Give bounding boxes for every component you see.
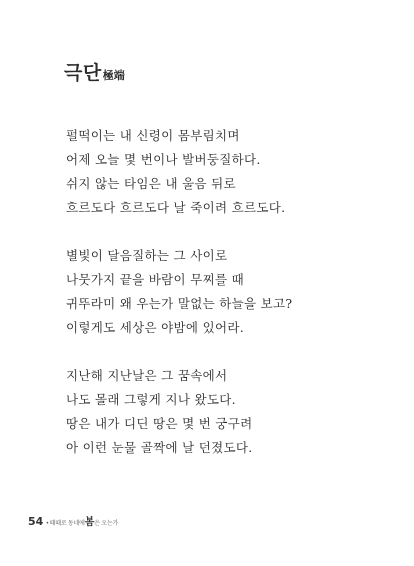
poem-line: 이렇게도 세상은 야밤에 있어라. [66,320,244,335]
poem-line: 별빛이 달음질하는 그 사이로 [66,248,228,263]
poem-line: 나뭇가지 끝을 바람이 무찌를 때 [66,272,244,287]
page-footer [28,513,118,528]
poem-line: 쉬지 않는 타임은 내 울음 뒤로 [66,176,236,191]
poem-title [64,58,125,85]
stanza-2 [66,244,366,340]
poem-title-text: 극단 [64,62,102,84]
poem-line: 땅은 내가 디딘 땅은 몇 번 궁구려 [66,416,253,431]
poem-line: 펄떡이는 내 신령이 몸부림치며 [66,128,240,143]
poem-line: 어제 오늘 몇 번이나 발버둥질하다. [66,152,261,167]
stanza-1 [66,124,366,220]
poem-title-hanja: 極端 [102,69,125,82]
book-title-pre: • 때때로 동네에 [46,521,85,527]
book-title-post: 은 오는가 [94,521,119,527]
book-title-big: 봄 [84,517,95,528]
poem-line: 아 이런 눈물 골짝에 날 던졌도다. [66,440,253,455]
poem-line: 흐르도다 흐르도다 날 죽이려 흐르도다. [66,200,286,215]
running-book-title [46,513,118,528]
page-number: 54 [28,515,44,528]
stanza-3 [66,364,366,460]
poem-line: 나도 몰래 그렇게 지나 왔도다. [66,392,236,407]
poem-line: 귀뚜라미 왜 우는가 말없는 하늘을 보고? [66,296,293,311]
poem-line: 지난해 지난날은 그 꿈속에서 [66,368,228,383]
